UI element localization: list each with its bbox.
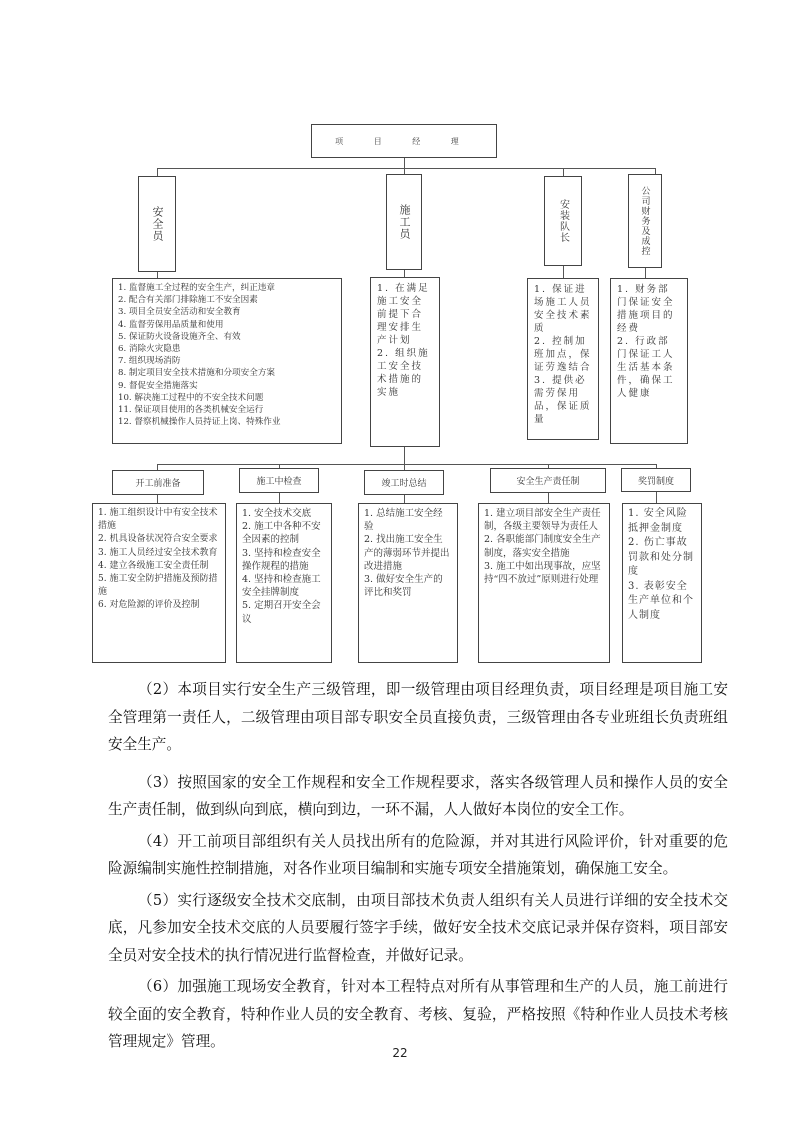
category-item: 1. 安全风险抵押金制度 (628, 508, 688, 534)
category-items-box (92, 503, 226, 663)
duty-item: 2. 控制加班加点，保证劳逸结合 (534, 336, 592, 373)
category-item: 2. 各职能部门制度安全生产制度，落实安全措施 (484, 534, 601, 559)
connector (563, 266, 564, 278)
category-item: 3. 施工中如出现事故，应坚持“四不放过”原则进行处理 (484, 560, 601, 586)
category-item: 2. 找出施工安全生产的薄弱环节并提出改进措施 (364, 534, 450, 572)
role-box-construction-officer (386, 174, 422, 270)
category-title: 奖罚制度 (637, 476, 674, 487)
duty-item: 12. 督察机械操作人员持证上岗、特殊作业 (118, 417, 281, 428)
category-item: 1. 安全技术交底 (242, 508, 312, 519)
connector (404, 158, 405, 168)
category-item: 4. 建立各级施工安全责任制 (98, 560, 209, 571)
category-title: 竣工时总结 (381, 479, 427, 489)
duty-item: 1. 保证进场施工人员安全技术素质 (534, 284, 592, 334)
connector (656, 492, 657, 503)
duty-item: 6. 消除火灾隐患 (118, 344, 181, 355)
category-header (239, 468, 319, 493)
duty-item: 2. 配合有关部门排除施工不安全因素 (118, 295, 258, 306)
connector (157, 464, 656, 465)
category-items-box (358, 503, 458, 663)
duty-item: 2. 组织施工安全技术措施的实施 (377, 348, 430, 398)
category-item: 6. 对危险源的评价及控制 (98, 600, 200, 611)
duty-item: 2. 行政部门保证工人生活基本条件，确保工人健康 (617, 336, 675, 399)
category-items-box (478, 503, 610, 663)
category-header (490, 468, 606, 493)
category-items-box (236, 503, 332, 663)
project-manager-label: 项 目 经 理 (335, 136, 473, 146)
category-title: 施工中检查 (256, 477, 302, 487)
duty-box-install-captain (527, 278, 599, 440)
role-box-safety-officer (138, 176, 176, 272)
duty-item: 3. 提供必需劳保用品，保证质量 (534, 375, 592, 425)
page-number: 22 (392, 1046, 408, 1060)
role-title: 公司财务及成控 (639, 186, 650, 256)
category-header (364, 470, 444, 495)
role-title: 施工员 (398, 204, 411, 240)
duty-item: 7. 组织现场消防 (118, 356, 181, 367)
connector (404, 270, 405, 277)
category-header (621, 468, 691, 492)
category-item: 4. 坚持和检查施工安全挂牌制度 (242, 574, 321, 599)
category-item: 1. 施工组织设计中有安全技术措施 (98, 508, 218, 532)
connector (157, 168, 158, 176)
paragraph: （5）实行逐级安全技术交底制，由项目部技术负责人组织有关人员进行详细的安全技术交底，凡参加安全技术交底的人员要履行签字手续，做好安全技术交底记录并保存资料，项目部安全员对安全技术的执行情况进行监督检查，并做好记录。 (108, 891, 728, 964)
paragraph-block (108, 676, 728, 1056)
duty-item: 11. 保证项目使用的各类机械安全运行 (118, 405, 264, 416)
duty-item: 9. 督促安全措施落实 (118, 380, 198, 391)
category-item: 3. 坚持和检查安全操作规程的措施 (242, 547, 321, 572)
role-title: 安全员 (151, 206, 164, 242)
duty-item: 1. 财务部门保证安全措施项目的经费 (617, 284, 675, 334)
category-item: 2. 施工中各种不安全因素的控制 (242, 521, 321, 546)
role-title: 安装队长 (557, 199, 569, 243)
project-manager-box (311, 124, 497, 158)
paragraph: （3）按照国家的安全工作规程和安全工作规程要求，落实各级管理人员和操作人员的安全生产责任制，做到纵向到底，横向到边，一环不漏，人人做好本岗位的安全工作。 (108, 773, 728, 818)
duty-item: 4. 监督劳保用品质量和使用 (118, 319, 224, 330)
duty-item: 3. 项目全员安全活动和安全教育 (118, 307, 241, 318)
duty-item: 1. 在满足施工安全前提下合理安排生产计划 (377, 283, 430, 346)
category-item: 2. 机具设备状况符合安全要求 (98, 534, 218, 545)
duty-item: 5. 保证防火设备设施齐全、有效 (118, 331, 241, 342)
paragraph: （2）本项目实行安全生产三级管理，即一级管理由项目经理负责，项目经理是项目施工安全管理第一责任人，二级管理由项目部专职安全员直接负责，三级管理由各专业班组长负责班组安全生产。 (108, 681, 728, 753)
connector (563, 168, 564, 176)
duty-item: 8. 制定项目安全技术措施和分项安全方案 (118, 368, 276, 379)
duty-box-construction-officer (370, 277, 440, 447)
connector (548, 493, 549, 503)
connector (279, 493, 280, 503)
connector (404, 495, 405, 503)
paragraph: （6）加强施工现场安全教育，针对本工程特点对所有从事管理和生产的人员，施工前进行较全面的安全教育，特种作业人员的安全教育、考核、复验，严格按照《特种作业人员技术考核管理规定》管理。 (108, 978, 728, 1050)
connector (157, 168, 655, 169)
connector (404, 447, 405, 464)
category-item: 3. 施工人员经过安全技术教育 (98, 547, 218, 558)
category-item: 1. 总结施工安全经验 (364, 508, 443, 533)
category-item: 5. 施工安全防护措施及预防措施 (98, 574, 218, 598)
category-item: 3. 表彰安全生产单位和个人制度 (628, 580, 694, 621)
category-title: 安全生产责任制 (516, 477, 580, 487)
paragraph: （4）开工前项目部组织有关人员找出所有的危险源，并对其进行风险评价，针对重要的危险源编制实施性控制措施，对各作业项目编制和实施专项安全措施策划，确保施工安全。 (108, 832, 728, 877)
category-item: 3. 做好安全生产的评比和奖罚 (364, 574, 443, 599)
duty-item: 1. 监督施工全过程的安全生产，纠正违章 (118, 283, 276, 293)
role-box-finance (628, 174, 662, 268)
category-item: 5. 定期召开安全会议 (242, 600, 321, 625)
category-items-box (622, 503, 702, 663)
duty-box-finance (610, 278, 688, 444)
category-title: 开工前准备 (135, 479, 181, 489)
category-item: 2. 伤亡事故罚款和处分制度 (628, 537, 694, 577)
duty-box-safety-officer (112, 278, 342, 444)
connector (645, 268, 646, 278)
role-box-install-captain (544, 176, 582, 266)
category-item: 1. 建立项目部安全生产责任制，各级主要领导为责任人 (484, 508, 601, 533)
category-header (112, 470, 204, 495)
connector (157, 495, 158, 503)
duty-item: 10. 解决施工过程中的不安全技术问题 (118, 392, 264, 403)
